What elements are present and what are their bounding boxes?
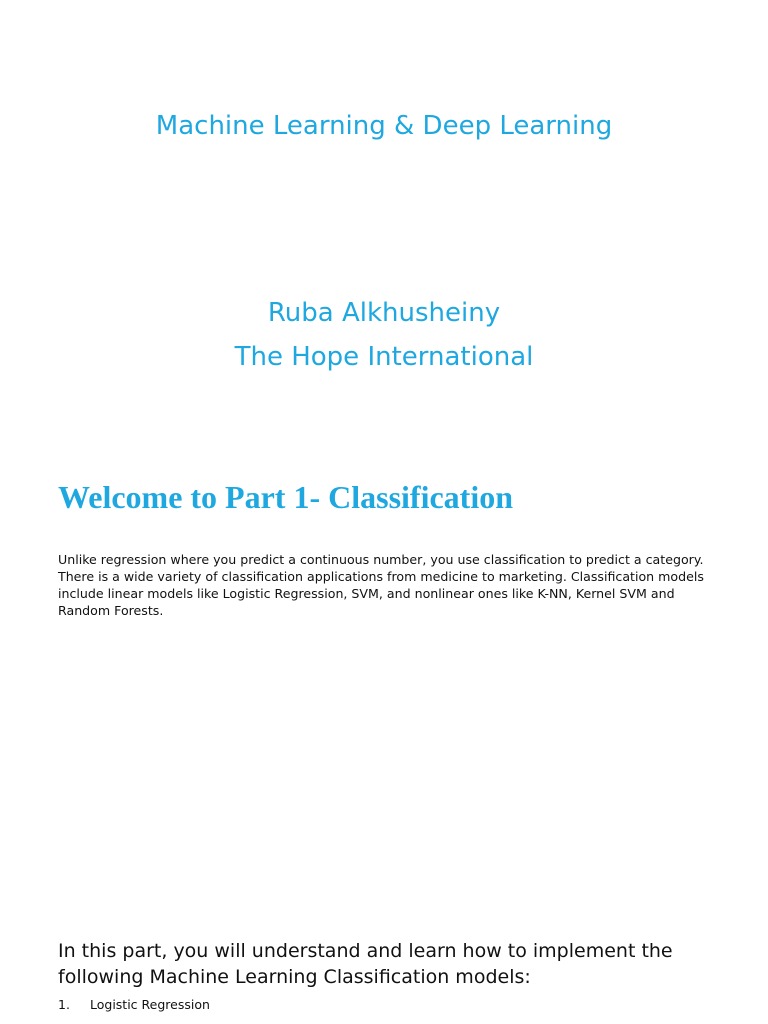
list-item-number: 1. xyxy=(58,997,70,1012)
cover-title: Machine Learning & Deep Learning xyxy=(155,111,613,141)
section-heading: Welcome to Part 1- Classification xyxy=(58,479,513,515)
author-name: Ruba Alkhusheiny xyxy=(267,298,501,328)
model-list xyxy=(58,996,210,1014)
list-item xyxy=(58,996,210,1014)
list-item-label: Logistic Regression xyxy=(90,997,210,1012)
organization-name: The Hope International xyxy=(234,342,534,372)
part-description: In this part, you will understand and learn how to implement the following Machine Learning Classification models: xyxy=(58,940,673,988)
cover-author-block xyxy=(0,291,768,379)
intro-paragraph: Unlike regression where you predict a continuous number, you use classification to predict a category. There is a wide variety of classification applications from medicine to marketing. Classification models include linear models like Logistic Regression, SVM, and nonlinear ones like K-NN, Kernel SVM and Random Forests. xyxy=(58,552,704,618)
